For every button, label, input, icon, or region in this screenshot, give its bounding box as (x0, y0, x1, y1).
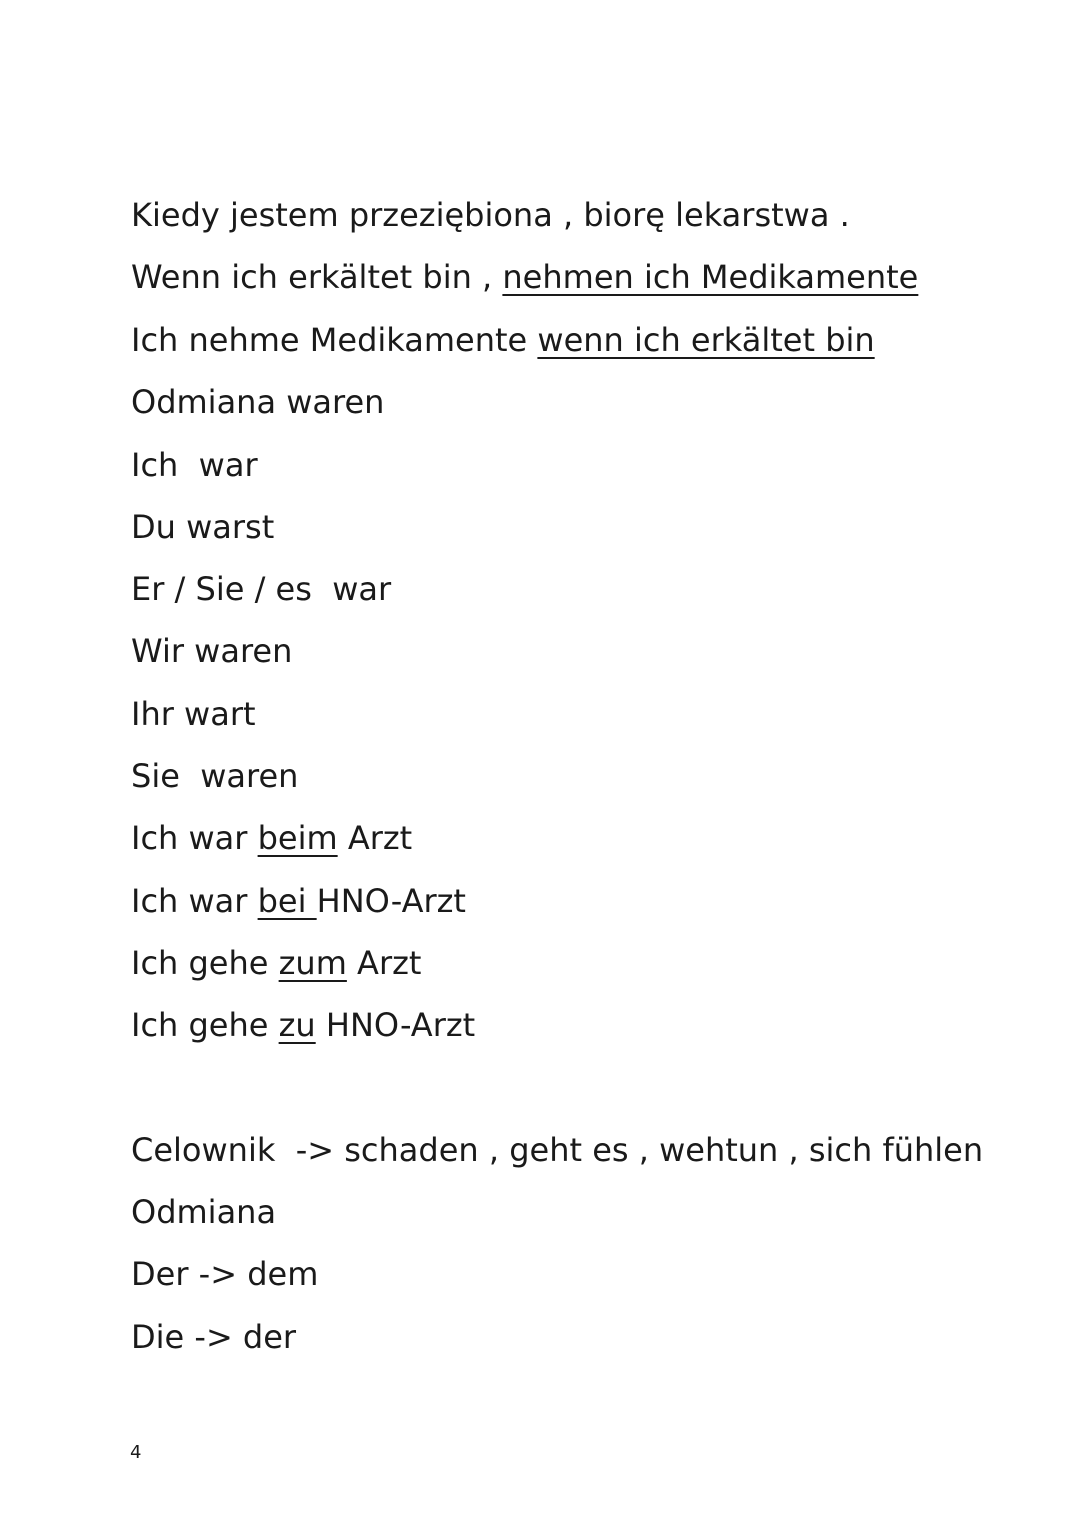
text-line (131, 569, 391, 609)
text-segment: Ich gehe (131, 944, 279, 982)
underlined-segment: beim (257, 819, 338, 857)
text-line (131, 943, 421, 983)
text-segment: Ich war (131, 446, 258, 484)
underlined-segment: nehmen ich Medikamente (502, 258, 919, 296)
text-segment: HNO-Arzt (315, 1006, 476, 1044)
text-segment: Du warst (131, 508, 275, 546)
text-line (131, 694, 256, 734)
underlined-segment: wenn ich erkältet bin (537, 321, 875, 359)
text-segment: Er / Sie / es war (131, 570, 392, 608)
text-line (131, 1005, 475, 1045)
text-segment: Odmiana waren (131, 383, 385, 421)
text-segment: Der -> dem (131, 1255, 319, 1293)
text-segment: Odmiana (131, 1193, 277, 1231)
page-number: 4 (130, 1442, 142, 1463)
text-line (131, 320, 875, 360)
text-segment: Ich gehe (131, 1006, 279, 1044)
text-segment: Celownik -> schaden , geht es , wehtun , sich fühlen (131, 1131, 984, 1169)
text-segment: Ich war (131, 882, 258, 920)
text-line (131, 1130, 983, 1170)
text-line (131, 631, 292, 671)
text-line (131, 881, 466, 921)
text-segment: Die -> der (131, 1318, 297, 1356)
text-segment: Kiedy jestem przeziębiona , biorę lekarstwa . (131, 196, 850, 234)
text-line (131, 1254, 318, 1294)
text-line (131, 1192, 276, 1232)
text-line (131, 507, 274, 547)
text-line (131, 756, 298, 796)
text-line (131, 195, 850, 235)
text-line (131, 1317, 296, 1357)
text-segment: Ich nehme Medikamente (131, 321, 538, 359)
text-segment: Ihr wart (131, 695, 256, 733)
text-segment: Wenn ich erkältet bin , (131, 258, 503, 296)
underlined-segment: zum (278, 944, 347, 982)
text-line (131, 818, 412, 858)
underlined-segment: zu (278, 1006, 316, 1044)
text-segment: Arzt (337, 819, 413, 857)
text-line (131, 257, 918, 297)
underlined-segment: bei (257, 882, 317, 920)
text-line (131, 382, 384, 422)
text-line (131, 445, 258, 485)
text-segment: Ich war (131, 819, 258, 857)
text-segment: Sie waren (131, 757, 299, 795)
text-segment: HNO-Arzt (316, 882, 466, 920)
text-segment: Arzt (346, 944, 422, 982)
text-segment: Wir waren (131, 632, 293, 670)
